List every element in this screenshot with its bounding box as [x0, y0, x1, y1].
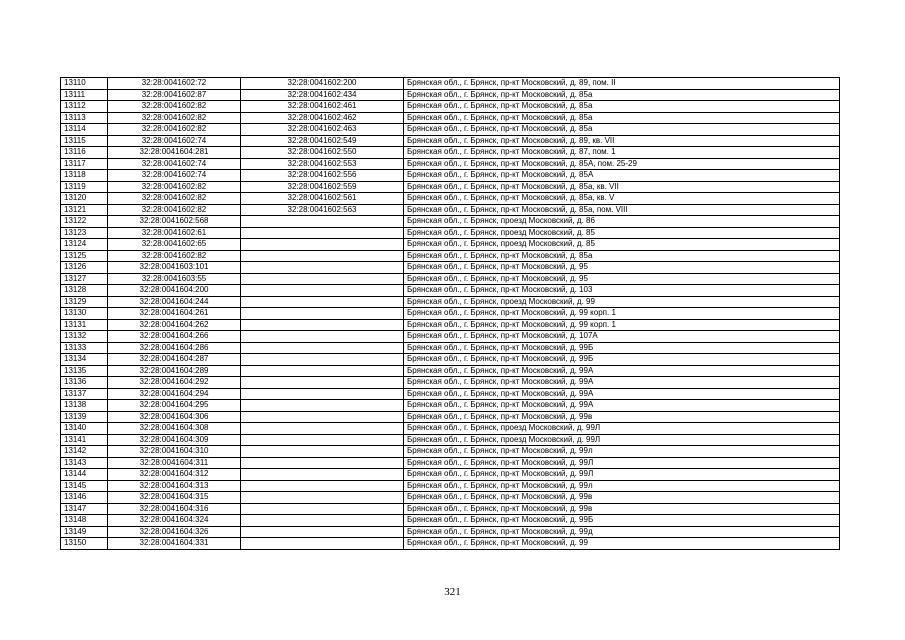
table-row	[61, 216, 840, 228]
address-cell: Брянская обл., г. Брянск, пр-кт Московский, д. 99в	[404, 503, 840, 515]
table-row	[61, 480, 840, 492]
cadastral-number-cell: 32:28:0041602:61	[108, 227, 241, 239]
table-row	[61, 239, 840, 251]
cadastral-number-cell: 32:28:0041604:310	[108, 446, 241, 458]
object-cadastral-number-cell	[241, 354, 404, 366]
address-cell: Брянская обл., г. Брянск, пр-кт Московский, д. 99Б	[404, 342, 840, 354]
object-cadastral-number-cell: 32:28:0041602:553	[241, 158, 404, 170]
table-row	[61, 423, 840, 435]
cadastral-number-cell: 32:28:0041602:72	[108, 78, 241, 90]
cadastral-number-cell: 32:28:0041604:308	[108, 423, 241, 435]
row-number-cell: 13133	[61, 342, 108, 354]
cadastral-number-cell: 32:28:0041604:244	[108, 296, 241, 308]
cadastral-number-cell: 32:28:0041602:82	[108, 101, 241, 113]
row-number-cell: 13112	[61, 101, 108, 113]
object-cadastral-number-cell: 32:28:0041602:559	[241, 181, 404, 193]
row-number-cell: 13130	[61, 308, 108, 320]
table-row	[61, 170, 840, 182]
cadastral-number-cell: 32:28:0041604:306	[108, 411, 241, 423]
row-number-cell: 13142	[61, 446, 108, 458]
address-cell: Брянская обл., г. Брянск, проезд Московский, д. 99	[404, 296, 840, 308]
address-cell: Брянская обл., г. Брянск, пр-кт Московский, д. 85а	[404, 124, 840, 136]
object-cadastral-number-cell	[241, 515, 404, 527]
object-cadastral-number-cell	[241, 400, 404, 412]
table-row	[61, 124, 840, 136]
row-number-cell: 13126	[61, 262, 108, 274]
table-row	[61, 457, 840, 469]
row-number-cell: 13140	[61, 423, 108, 435]
row-number-cell: 13143	[61, 457, 108, 469]
address-cell: Брянская обл., г. Брянск, пр-кт Московский, д. 99Б	[404, 515, 840, 527]
table-row	[61, 377, 840, 389]
address-cell: Брянская обл., г. Брянск, пр-кт Московский, д. 85а	[404, 250, 840, 262]
row-number-cell: 13123	[61, 227, 108, 239]
address-cell: Брянская обл., г. Брянск, пр-кт Московский, д. 87, пом. 1	[404, 147, 840, 159]
object-cadastral-number-cell	[241, 227, 404, 239]
cadastral-number-cell: 32:28:0041602:82	[108, 193, 241, 205]
address-cell: Брянская обл., г. Брянск, пр-кт Московский, д. 103	[404, 285, 840, 297]
address-cell: Брянская обл., г. Брянск, пр-кт Московский, д. 99в	[404, 492, 840, 504]
table-row	[61, 193, 840, 205]
object-cadastral-number-cell	[241, 503, 404, 515]
object-cadastral-number-cell: 32:28:0041602:462	[241, 112, 404, 124]
cadastral-number-cell: 32:28:0041604:286	[108, 342, 241, 354]
address-cell: Брянская обл., г. Брянск, пр-кт Московский, д. 99Л	[404, 469, 840, 481]
table-row	[61, 285, 840, 297]
object-cadastral-number-cell	[241, 331, 404, 343]
row-number-cell: 13141	[61, 434, 108, 446]
row-number-cell: 13122	[61, 216, 108, 228]
table-row	[61, 388, 840, 400]
cadastral-number-cell: 32:28:0041604:287	[108, 354, 241, 366]
cadastral-number-cell: 32:28:0041602:82	[108, 181, 241, 193]
row-number-cell: 13146	[61, 492, 108, 504]
address-cell: Брянская обл., г. Брянск, пр-кт Московский, д. 99Б	[404, 354, 840, 366]
object-cadastral-number-cell	[241, 319, 404, 331]
row-number-cell: 13145	[61, 480, 108, 492]
object-cadastral-number-cell	[241, 296, 404, 308]
row-number-cell: 13129	[61, 296, 108, 308]
table-row	[61, 296, 840, 308]
cadastral-number-cell: 32:28:0041604:289	[108, 365, 241, 377]
row-number-cell: 13131	[61, 319, 108, 331]
table-row	[61, 492, 840, 504]
table-row	[61, 147, 840, 159]
address-cell: Брянская обл., г. Брянск, пр-кт Московский, д. 99л	[404, 480, 840, 492]
cadastral-number-cell: 32:28:0041602:65	[108, 239, 241, 251]
object-cadastral-number-cell	[241, 239, 404, 251]
cadastral-number-cell: 32:28:0041604:316	[108, 503, 241, 515]
object-cadastral-number-cell	[241, 365, 404, 377]
object-cadastral-number-cell	[241, 285, 404, 297]
row-number-cell: 13119	[61, 181, 108, 193]
address-cell: Брянская обл., г. Брянск, пр-кт Московский, д. 89, пом. II	[404, 78, 840, 90]
cadastral-number-cell: 32:28:0041602:82	[108, 250, 241, 262]
object-cadastral-number-cell	[241, 469, 404, 481]
row-number-cell: 13137	[61, 388, 108, 400]
object-cadastral-number-cell	[241, 388, 404, 400]
object-cadastral-number-cell	[241, 538, 404, 550]
object-cadastral-number-cell: 32:28:0041602:563	[241, 204, 404, 216]
object-cadastral-number-cell	[241, 216, 404, 228]
cadastral-number-cell: 32:28:0041604:326	[108, 526, 241, 538]
address-cell: Брянская обл., г. Брянск, пр-кт Московский, д. 99А	[404, 365, 840, 377]
address-cell: Брянская обл., г. Брянск, проезд Московский, д. 85	[404, 227, 840, 239]
row-number-cell: 13134	[61, 354, 108, 366]
table-row	[61, 262, 840, 274]
table-row	[61, 112, 840, 124]
row-number-cell: 13149	[61, 526, 108, 538]
table-row	[61, 308, 840, 320]
address-cell: Брянская обл., г. Брянск, пр-кт Московский, д. 107А	[404, 331, 840, 343]
cadastral-number-cell: 32:28:0041604:266	[108, 331, 241, 343]
address-cell: Брянская обл., г. Брянск, пр-кт Московский, д. 95	[404, 262, 840, 274]
row-number-cell: 13148	[61, 515, 108, 527]
row-number-cell: 13114	[61, 124, 108, 136]
cadastral-number-cell: 32:28:0041602:74	[108, 158, 241, 170]
address-cell: Брянская обл., г. Брянск, пр-кт Московский, д. 99 корп. 1	[404, 319, 840, 331]
address-cell: Брянская обл., г. Брянск, пр-кт Московский, д. 99д	[404, 526, 840, 538]
address-cell: Брянская обл., г. Брянск, пр-кт Московский, д. 85а	[404, 89, 840, 101]
row-number-cell: 13116	[61, 147, 108, 159]
address-cell: Брянская обл., г. Брянск, пр-кт Московский, д. 85а	[404, 101, 840, 113]
object-cadastral-number-cell	[241, 250, 404, 262]
address-cell: Брянская обл., г. Брянск, пр-кт Московский, д. 85А	[404, 170, 840, 182]
cadastral-number-cell: 32:28:0041604:309	[108, 434, 241, 446]
cadastral-number-cell: 32:28:0041604:324	[108, 515, 241, 527]
row-number-cell: 13147	[61, 503, 108, 515]
address-cell: Брянская обл., г. Брянск, проезд Московский, д. 99Л	[404, 423, 840, 435]
table-row	[61, 400, 840, 412]
row-number-cell: 13118	[61, 170, 108, 182]
cadastral-number-cell: 32:28:0041604:281	[108, 147, 241, 159]
row-number-cell: 13110	[61, 78, 108, 90]
object-cadastral-number-cell: 32:28:0041602:550	[241, 147, 404, 159]
cadastral-number-cell: 32:28:0041603:101	[108, 262, 241, 274]
cadastral-number-cell: 32:28:0041602:82	[108, 124, 241, 136]
table-row	[61, 250, 840, 262]
table-row	[61, 89, 840, 101]
object-cadastral-number-cell	[241, 480, 404, 492]
table-row	[61, 135, 840, 147]
cadastral-number-cell: 32:28:0041604:311	[108, 457, 241, 469]
row-number-cell: 13120	[61, 193, 108, 205]
object-cadastral-number-cell	[241, 492, 404, 504]
table-row	[61, 204, 840, 216]
row-number-cell: 13132	[61, 331, 108, 343]
cadastral-number-cell: 32:28:0041602:82	[108, 204, 241, 216]
address-cell: Брянская обл., г. Брянск, пр-кт Московский, д. 99А	[404, 377, 840, 389]
cadastral-number-cell: 32:28:0041604:313	[108, 480, 241, 492]
table-row	[61, 354, 840, 366]
table-row	[61, 101, 840, 113]
row-number-cell: 13117	[61, 158, 108, 170]
table-row	[61, 434, 840, 446]
row-number-cell: 13138	[61, 400, 108, 412]
cadastral-number-cell: 32:28:0041603:55	[108, 273, 241, 285]
table-row	[61, 515, 840, 527]
address-cell: Брянская обл., г. Брянск, пр-кт Московский, д. 99в	[404, 411, 840, 423]
cadastral-number-cell: 32:28:0041604:312	[108, 469, 241, 481]
cadastral-number-cell: 32:28:0041604:292	[108, 377, 241, 389]
row-number-cell: 13135	[61, 365, 108, 377]
row-number-cell: 13144	[61, 469, 108, 481]
object-cadastral-number-cell: 32:28:0041602:461	[241, 101, 404, 113]
row-number-cell: 13128	[61, 285, 108, 297]
table-row	[61, 342, 840, 354]
address-cell: Брянская обл., г. Брянск, пр-кт Московский, д. 99л	[404, 446, 840, 458]
object-cadastral-number-cell	[241, 273, 404, 285]
row-number-cell: 13115	[61, 135, 108, 147]
address-cell: Брянская обл., г. Брянск, пр-кт Московский, д. 85а, кв. VII	[404, 181, 840, 193]
row-number-cell: 13150	[61, 538, 108, 550]
table-row	[61, 158, 840, 170]
row-number-cell: 13136	[61, 377, 108, 389]
table-row	[61, 365, 840, 377]
table-row	[61, 411, 840, 423]
table-row	[61, 227, 840, 239]
address-cell: Брянская обл., г. Брянск, пр-кт Московский, д. 85А, пом. 25-29	[404, 158, 840, 170]
address-cell: Брянская обл., г. Брянск, пр-кт Московский, д. 99А	[404, 400, 840, 412]
row-number-cell: 13121	[61, 204, 108, 216]
object-cadastral-number-cell	[241, 423, 404, 435]
table-row	[61, 538, 840, 550]
cadastral-number-cell: 32:28:0041604:294	[108, 388, 241, 400]
row-number-cell: 13125	[61, 250, 108, 262]
table-row	[61, 446, 840, 458]
row-number-cell: 13113	[61, 112, 108, 124]
address-cell: Брянская обл., г. Брянск, пр-кт Московский, д. 99Л	[404, 457, 840, 469]
object-cadastral-number-cell	[241, 457, 404, 469]
table-row	[61, 78, 840, 90]
object-cadastral-number-cell: 32:28:0041602:434	[241, 89, 404, 101]
object-cadastral-number-cell: 32:28:0041602:200	[241, 78, 404, 90]
cadastral-number-cell: 32:28:0041602:74	[108, 170, 241, 182]
address-cell: Брянская обл., г. Брянск, пр-кт Московский, д. 95	[404, 273, 840, 285]
address-cell: Брянская обл., г. Брянск, пр-кт Московский, д. 85а, кв. V	[404, 193, 840, 205]
cadastral-number-cell: 32:28:0041604:261	[108, 308, 241, 320]
row-number-cell: 13127	[61, 273, 108, 285]
table-row	[61, 469, 840, 481]
row-number-cell: 13111	[61, 89, 108, 101]
address-cell: Брянская обл., г. Брянск, пр-кт Московский, д. 85а	[404, 112, 840, 124]
cadastral-number-cell: 32:28:0041602:82	[108, 112, 241, 124]
registry-table-body	[61, 78, 840, 550]
row-number-cell: 13124	[61, 239, 108, 251]
address-cell: Брянская обл., г. Брянск, пр-кт Московский, д. 99А	[404, 388, 840, 400]
address-cell: Брянская обл., г. Брянск, проезд Московский, д. 99Л	[404, 434, 840, 446]
cadastral-number-cell: 32:28:0041604:315	[108, 492, 241, 504]
object-cadastral-number-cell: 32:28:0041602:556	[241, 170, 404, 182]
object-cadastral-number-cell: 32:28:0041602:549	[241, 135, 404, 147]
object-cadastral-number-cell: 32:28:0041602:561	[241, 193, 404, 205]
table-row	[61, 319, 840, 331]
address-cell: Брянская обл., г. Брянск, пр-кт Московский, д. 85а, пом. VIII	[404, 204, 840, 216]
object-cadastral-number-cell	[241, 446, 404, 458]
address-cell: Брянская обл., г. Брянск, проезд Московский, д. 85	[404, 239, 840, 251]
object-cadastral-number-cell	[241, 342, 404, 354]
row-number-cell: 13139	[61, 411, 108, 423]
cadastral-number-cell: 32:28:0041602:87	[108, 89, 241, 101]
object-cadastral-number-cell	[241, 411, 404, 423]
table-row	[61, 331, 840, 343]
cadastral-number-cell: 32:28:0041604:262	[108, 319, 241, 331]
object-cadastral-number-cell	[241, 526, 404, 538]
address-cell: Брянская обл., г. Брянск, пр-кт Московский, д. 99 корп. 1	[404, 308, 840, 320]
object-cadastral-number-cell	[241, 434, 404, 446]
object-cadastral-number-cell: 32:28:0041602:463	[241, 124, 404, 136]
cadastral-number-cell: 32:28:0041602:568	[108, 216, 241, 228]
registry-table	[60, 77, 840, 550]
table-row	[61, 503, 840, 515]
address-cell: Брянская обл., г. Брянск, проезд Московский, д. 86	[404, 216, 840, 228]
object-cadastral-number-cell	[241, 262, 404, 274]
address-cell: Брянская обл., г. Брянск, пр-кт Московский, д. 89, кв. VII	[404, 135, 840, 147]
address-cell: Брянская обл., г. Брянск, пр-кт Московский, д. 99	[404, 538, 840, 550]
cadastral-number-cell: 32:28:0041604:200	[108, 285, 241, 297]
page-number: 321	[444, 586, 461, 598]
object-cadastral-number-cell	[241, 308, 404, 320]
table-row	[61, 273, 840, 285]
cadastral-number-cell: 32:28:0041604:331	[108, 538, 241, 550]
object-cadastral-number-cell	[241, 377, 404, 389]
table-row	[61, 181, 840, 193]
cadastral-number-cell: 32:28:0041602:74	[108, 135, 241, 147]
cadastral-number-cell: 32:28:0041604:295	[108, 400, 241, 412]
table-row	[61, 526, 840, 538]
